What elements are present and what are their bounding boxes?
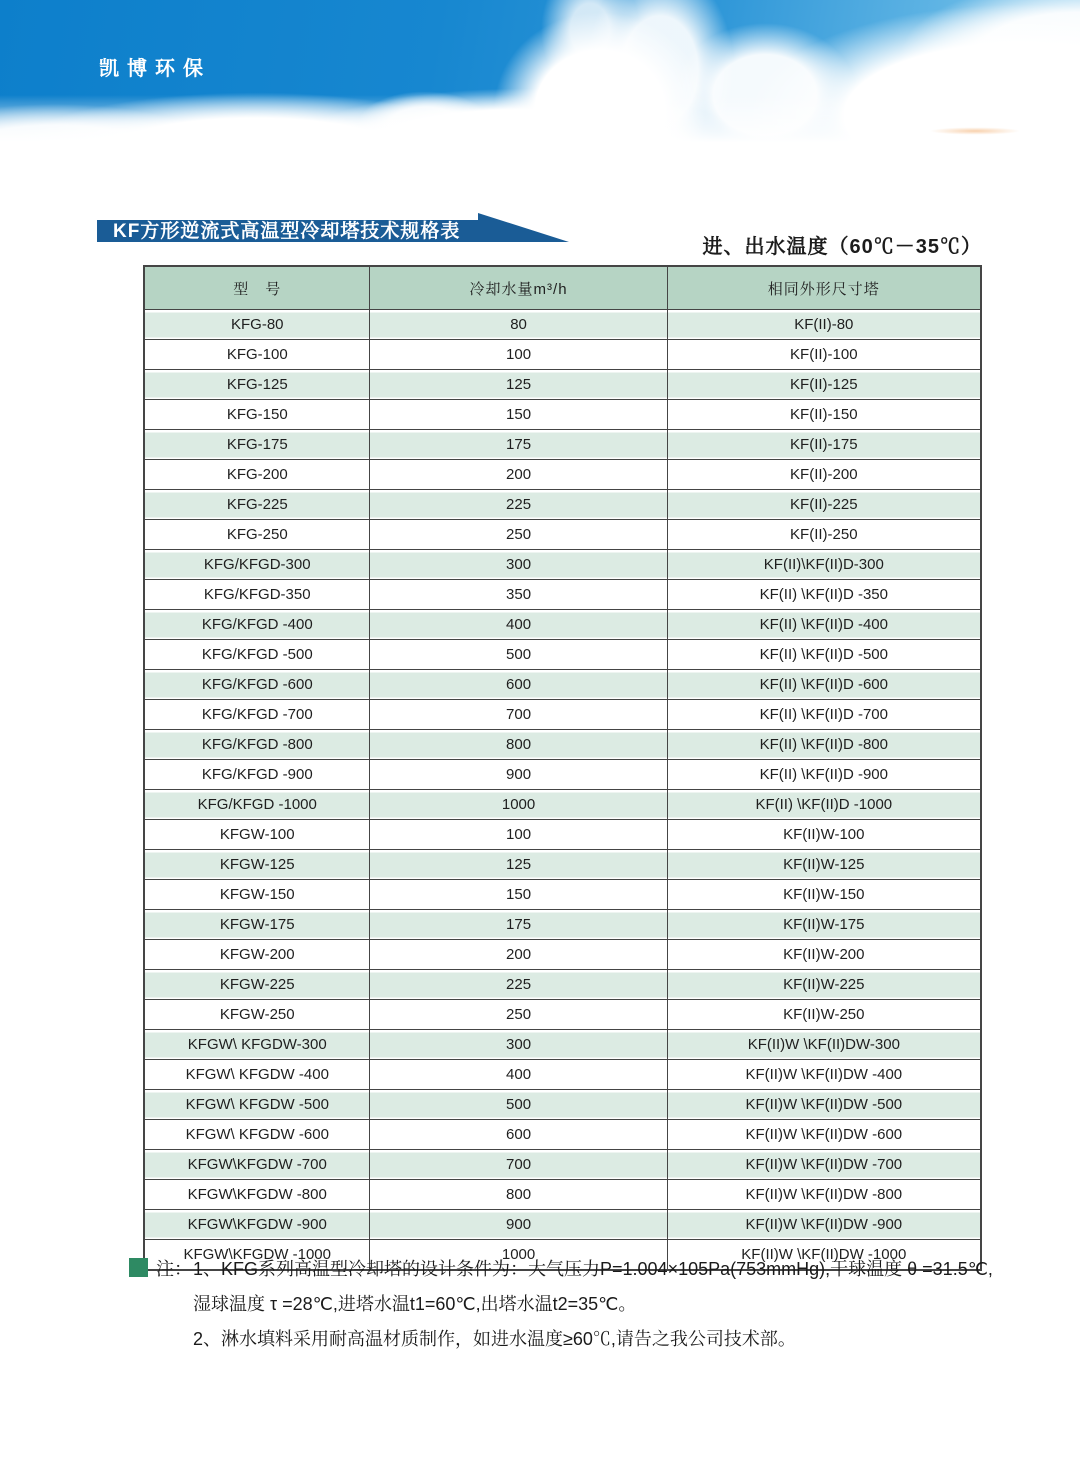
table-row [144, 1210, 981, 1240]
col-header-model: 型 号 [144, 266, 370, 310]
note-line-2: 湿球温度 τ =28℃,进塔水温t1=60℃,出塔水温t2=35℃。 [193, 1294, 637, 1314]
flow-cell: 700 [370, 1150, 667, 1180]
table-row [144, 370, 981, 400]
tower-cell: KF(II)-100 [667, 340, 981, 370]
table-row [144, 400, 981, 430]
tower-cell: KF(II)-200 [667, 460, 981, 490]
flow-cell: 400 [370, 610, 667, 640]
table-row [144, 520, 981, 550]
flow-cell: 80 [370, 310, 667, 340]
tower-cell: KF(II)W-250 [667, 1000, 981, 1030]
table-row [144, 850, 981, 880]
model-cell: KFGW-200 [144, 940, 370, 970]
table-header-row [144, 266, 981, 310]
tower-cell: KF(II) \KF(II)D -350 [667, 580, 981, 610]
model-cell: KFGW-150 [144, 880, 370, 910]
table-row [144, 430, 981, 460]
model-cell: KFG/KFGD -800 [144, 730, 370, 760]
flow-cell: 100 [370, 820, 667, 850]
model-cell: KFGW\KFGDW -1000 [144, 1240, 370, 1271]
table-row [144, 1060, 981, 1090]
model-cell: KFGW\KFGDW -800 [144, 1180, 370, 1210]
table-row [144, 1090, 981, 1120]
flow-cell: 125 [370, 370, 667, 400]
title-banner [97, 212, 569, 244]
tower-cell: KF(II) \KF(II)D -900 [667, 760, 981, 790]
table-row [144, 1180, 981, 1210]
model-cell: KFG/KFGD-350 [144, 580, 370, 610]
flow-cell: 300 [370, 1030, 667, 1060]
table-row [144, 940, 981, 970]
flow-cell: 200 [370, 940, 667, 970]
tower-cell: KF(II)-250 [667, 520, 981, 550]
tower-cell: KF(II)W-100 [667, 820, 981, 850]
table-row [144, 550, 981, 580]
tower-cell: KF(II)-175 [667, 430, 981, 460]
tower-cell: KF(II)-225 [667, 490, 981, 520]
table-row [144, 1000, 981, 1030]
table-row [144, 490, 981, 520]
model-cell: KFGW-125 [144, 850, 370, 880]
flow-cell: 350 [370, 580, 667, 610]
flow-cell: 100 [370, 340, 667, 370]
model-cell: KFGW-225 [144, 970, 370, 1000]
flow-cell: 900 [370, 1210, 667, 1240]
note-bullet-icon [129, 1258, 148, 1277]
inlet-outlet-temperature-note: 进、出水温度（60℃－35℃） [702, 236, 982, 258]
tower-cell: KF(II)W \KF(II)DW -700 [667, 1150, 981, 1180]
model-cell: KFG-250 [144, 520, 370, 550]
flow-cell: 1000 [370, 790, 667, 820]
flow-cell: 300 [370, 550, 667, 580]
model-cell: KFGW-100 [144, 820, 370, 850]
table-row [144, 700, 981, 730]
model-cell: KFGW\KFGDW -900 [144, 1210, 370, 1240]
table-row [144, 1120, 981, 1150]
flow-cell: 175 [370, 430, 667, 460]
spec-table [143, 265, 982, 1271]
tower-cell: KF(II)-150 [667, 400, 981, 430]
table-row [144, 970, 981, 1000]
model-cell: KFG/KFGD -700 [144, 700, 370, 730]
flow-cell: 150 [370, 880, 667, 910]
model-cell: KFG/KFGD -900 [144, 760, 370, 790]
model-cell: KFG-150 [144, 400, 370, 430]
table-row [144, 1150, 981, 1180]
tower-cell: KF(II) \KF(II)D -800 [667, 730, 981, 760]
tower-cell: KF(II)W-125 [667, 850, 981, 880]
table-row [144, 310, 981, 340]
model-cell: KFGW\ KFGDW-300 [144, 1030, 370, 1060]
tower-cell: KF(II)-125 [667, 370, 981, 400]
model-cell: KFG/KFGD -1000 [144, 790, 370, 820]
table-row [144, 640, 981, 670]
model-cell: KFG/KFGD -600 [144, 670, 370, 700]
flow-cell: 250 [370, 1000, 667, 1030]
tower-cell: KF(II) \KF(II)D -500 [667, 640, 981, 670]
tower-cell: KF(II)W \KF(II)DW -400 [667, 1060, 981, 1090]
tower-cell: KF(II)W \KF(II)DW -900 [667, 1210, 981, 1240]
tower-cell: KF(II) \KF(II)D -1000 [667, 790, 981, 820]
model-cell: KFG-125 [144, 370, 370, 400]
model-cell: KFG/KFGD -400 [144, 610, 370, 640]
model-cell: KFGW-250 [144, 1000, 370, 1030]
tower-cell: KF(II)W \KF(II)DW -600 [667, 1120, 981, 1150]
tower-cell: KF(II)W-200 [667, 940, 981, 970]
tower-cell: KF(II)W \KF(II)DW -800 [667, 1180, 981, 1210]
tower-cell: KF(II)W \KF(II)DW-300 [667, 1030, 981, 1060]
table-row [144, 730, 981, 760]
tower-cell: KF(II)\KF(II)D-300 [667, 550, 981, 580]
model-cell: KFG-100 [144, 340, 370, 370]
model-cell: KFG-225 [144, 490, 370, 520]
flow-cell: 175 [370, 910, 667, 940]
model-cell: KFGW\ KFGDW -400 [144, 1060, 370, 1090]
flow-cell: 500 [370, 1090, 667, 1120]
table-row [144, 460, 981, 490]
table-row [144, 760, 981, 790]
flow-cell: 1000 [370, 1240, 667, 1271]
flow-cell: 900 [370, 760, 667, 790]
flow-cell: 600 [370, 670, 667, 700]
model-cell: KFG/KFGD -500 [144, 640, 370, 670]
flow-cell: 150 [370, 400, 667, 430]
flow-cell: 225 [370, 490, 667, 520]
page-title: KF方形逆流式高温型冷却塔技术规格表 [113, 221, 461, 242]
flow-cell: 250 [370, 520, 667, 550]
model-cell: KFG-175 [144, 430, 370, 460]
flow-cell: 400 [370, 1060, 667, 1090]
model-cell: KFG/KFGD-300 [144, 550, 370, 580]
tower-cell: KF(II) \KF(II)D -700 [667, 700, 981, 730]
flow-cell: 500 [370, 640, 667, 670]
col-header-tower: 相同外形尺寸塔 [667, 266, 981, 310]
model-cell: KFGW-175 [144, 910, 370, 940]
table-row [144, 880, 981, 910]
flow-cell: 225 [370, 970, 667, 1000]
flow-cell: 600 [370, 1120, 667, 1150]
flow-cell: 800 [370, 730, 667, 760]
tower-cell: KF(II)W-175 [667, 910, 981, 940]
table-row [144, 670, 981, 700]
table-row [144, 790, 981, 820]
brand-text: 凯博环保 [99, 58, 211, 80]
flow-cell: 800 [370, 1180, 667, 1210]
tower-cell: KF(II)-80 [667, 310, 981, 340]
table-row [144, 580, 981, 610]
table-row [144, 910, 981, 940]
model-cell: KFG-200 [144, 460, 370, 490]
note-line-3: 2、淋水填料采用耐高温材质制作，如进水温度≥60℃,请告之我公司技术部。 [193, 1329, 796, 1349]
model-cell: KFGW\ KFGDW -500 [144, 1090, 370, 1120]
model-cell: KFG-80 [144, 310, 370, 340]
flow-cell: 200 [370, 460, 667, 490]
table-row [144, 610, 981, 640]
tower-cell: KF(II) \KF(II)D -400 [667, 610, 981, 640]
model-cell: KFGW\KFGDW -700 [144, 1150, 370, 1180]
tower-cell: KF(II)W-150 [667, 880, 981, 910]
note-line-1: 1、KFG系列高温型冷却塔的设计条件为：大气压力P=1.004×105Pa(753mmHg),干球温度 θ =31.5℃, [193, 1259, 993, 1279]
flow-cell: 125 [370, 850, 667, 880]
table-row [144, 1030, 981, 1060]
flow-cell: 700 [370, 700, 667, 730]
tower-cell: KF(II)W \KF(II)DW -1000 [667, 1240, 981, 1271]
tower-cell: KF(II) \KF(II)D -600 [667, 670, 981, 700]
model-cell: KFGW\ KFGDW -600 [144, 1120, 370, 1150]
table-row [144, 820, 981, 850]
table-row [144, 340, 981, 370]
sky-header-image [0, 0, 1080, 150]
tower-cell: KF(II)W \KF(II)DW -500 [667, 1090, 981, 1120]
note-label: 注： [156, 1259, 192, 1279]
col-header-flow: 冷却水量m³/h [370, 266, 667, 310]
tower-cell: KF(II)W-225 [667, 970, 981, 1000]
